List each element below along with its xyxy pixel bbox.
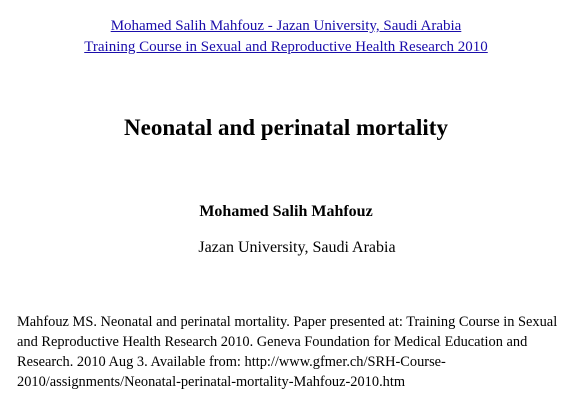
author-affiliation: Jazan University, Saudi Arabia [198,239,396,256]
course-link[interactable]: Training Course in Sexual and Reproductive Health Research 2010 [84,39,488,55]
citation-paragraph: Mahfouz MS. Neonatal and perinatal mortality. Paper presented at: Training Course in Sexual and Reproductive Health Research 2010. Geneva Foundation for Medical Education and Research. 2010 Aug 3. Available from: http://www.gfmer.ch/SRH-Course-2010/assignments/Neonatal-perinatal-mortality-Mahfouz-2010.htm [17,314,558,390]
author-name: Mohamed Salih Mahfouz [199,203,373,220]
page-title: Neonatal and perinatal mortality [124,115,448,140]
author-link[interactable]: Mohamed Salih Mahfouz - Jazan University, Saudi Arabia [110,18,462,34]
header-links [0,16,572,58]
